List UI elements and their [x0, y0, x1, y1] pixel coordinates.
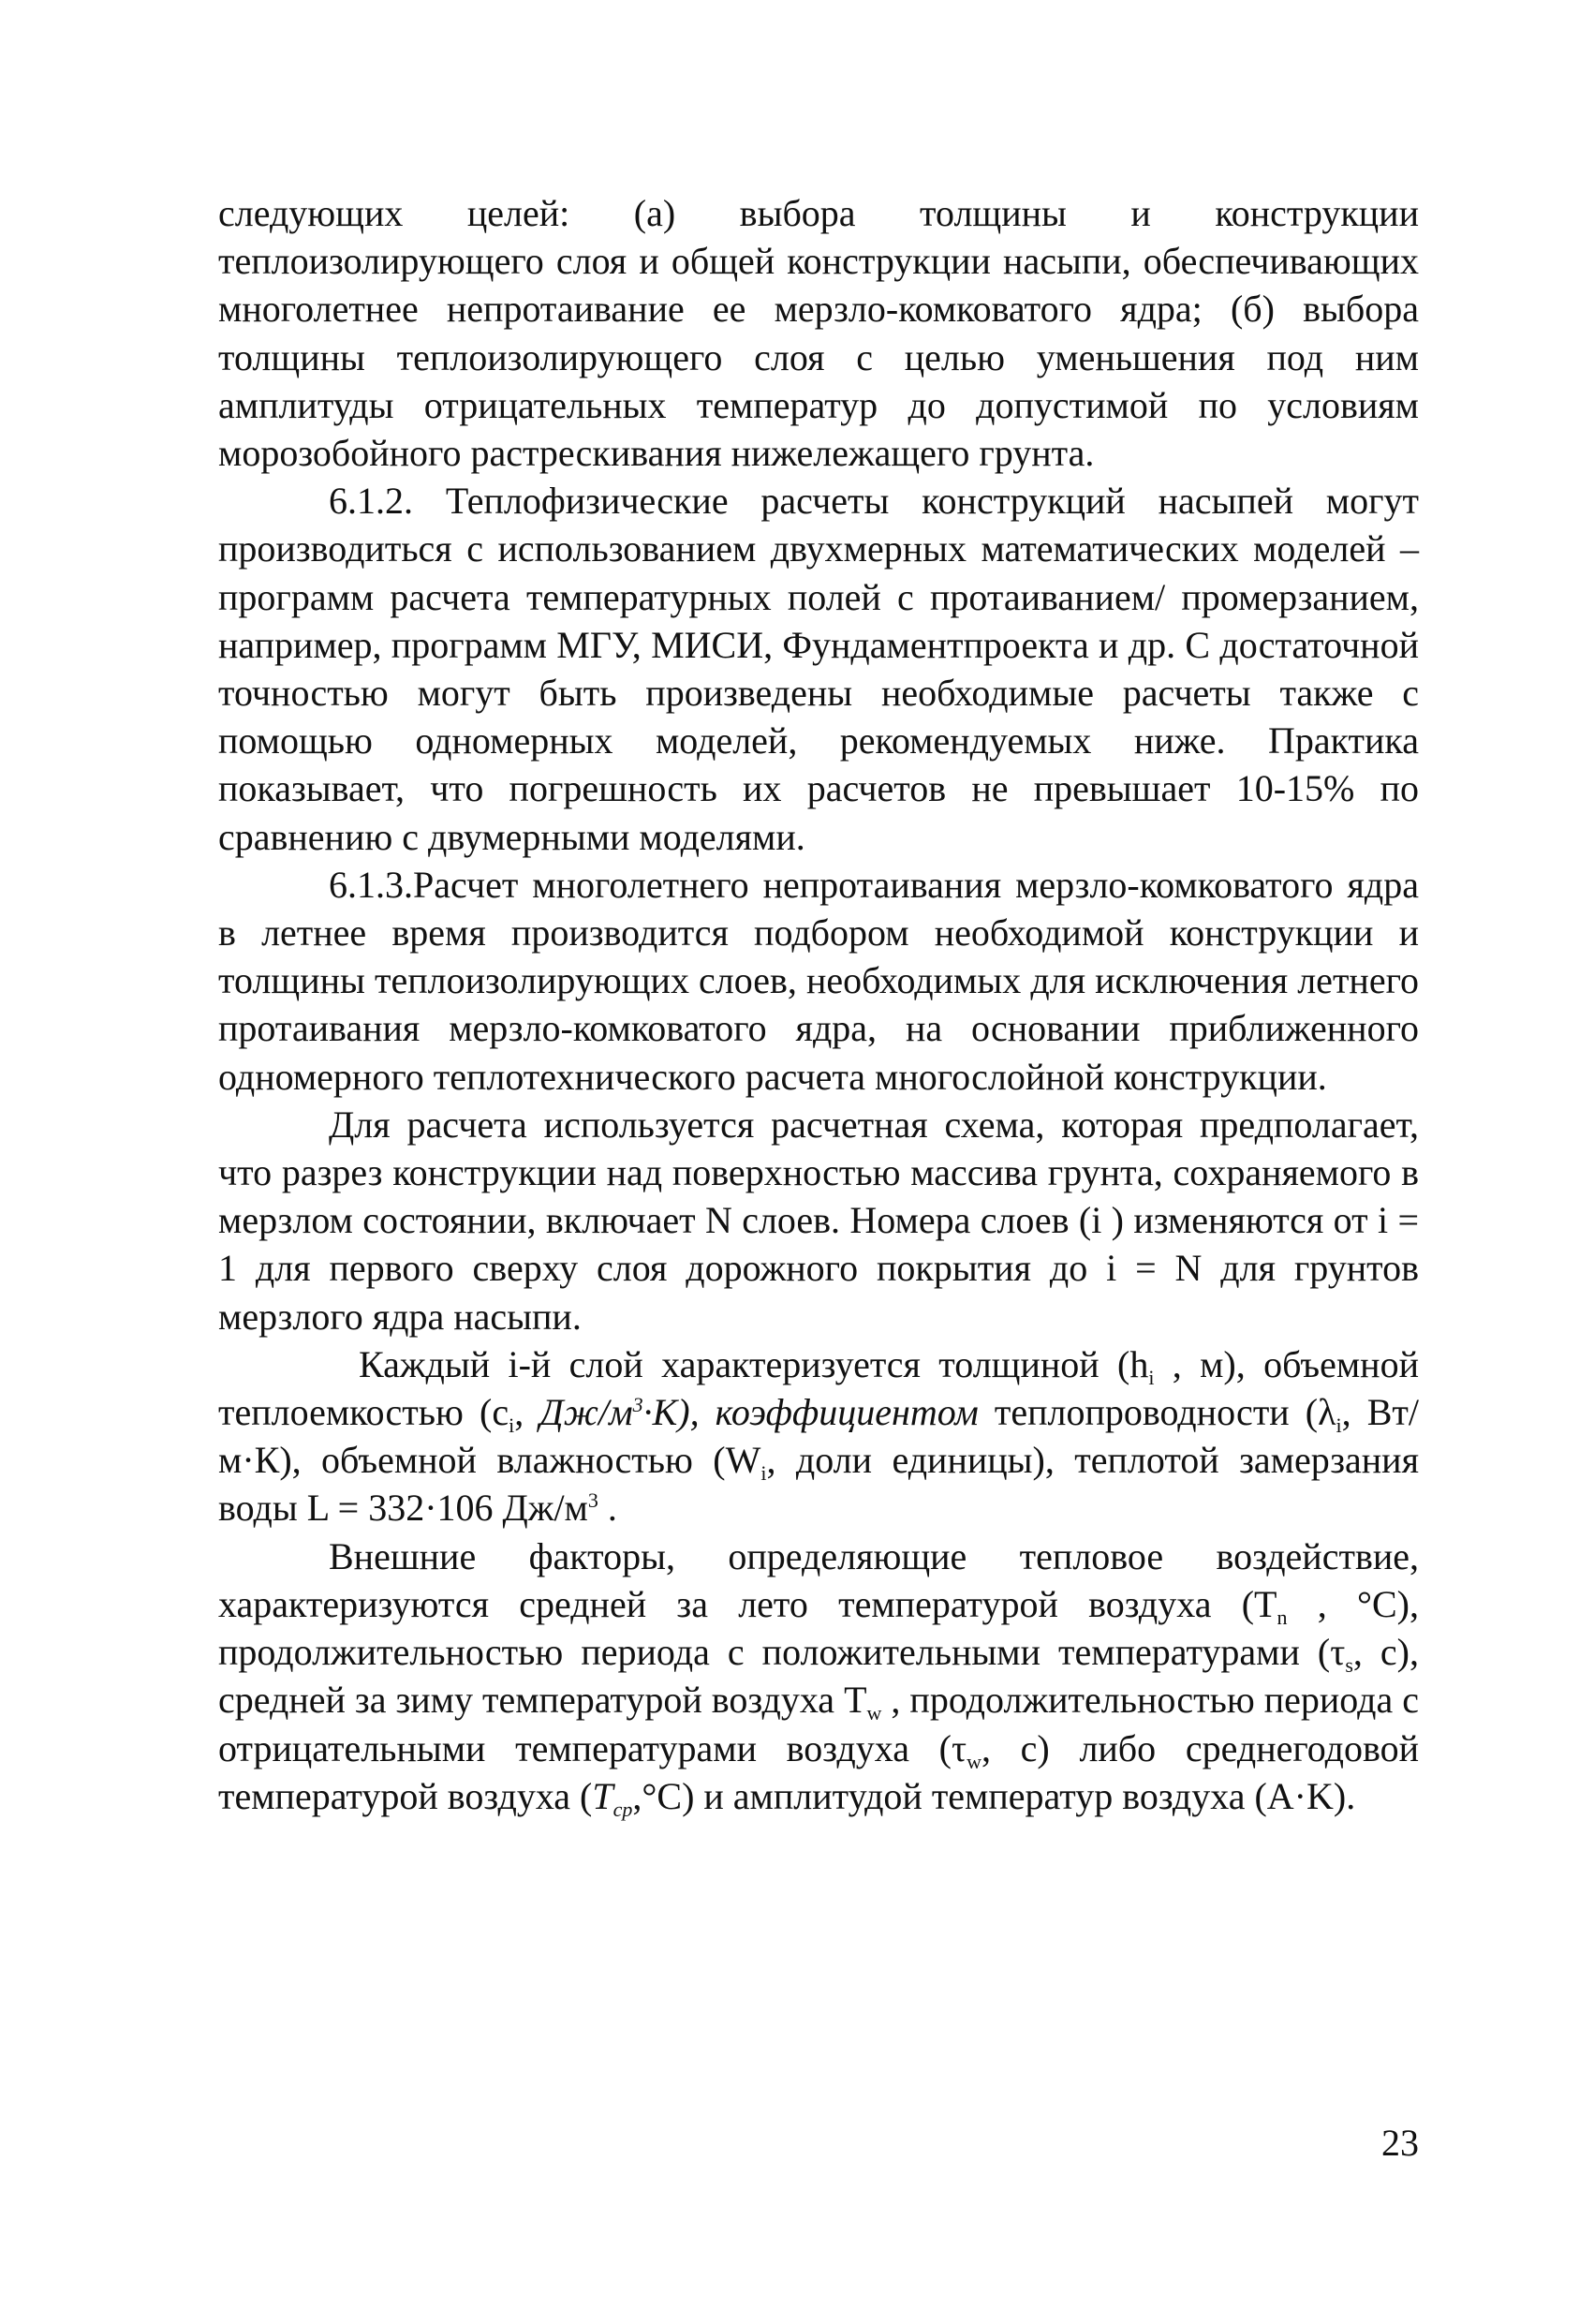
text-run: теплопроводности (λ	[978, 1391, 1336, 1434]
body-text	[218, 189, 1419, 1820]
text-run: , Вт/м·К), объемной влажностью (W	[218, 1391, 1420, 1482]
paragraph-6-1-2: 6.1.2. Теплофизические расчеты конструкций насыпей могут производиться с использованием двухмерных математических моделей – программ расчета температурных полей с протаиванием/ промерзанием, например, программ МГУ, МИСИ, Фундаментпроекта и др. С достаточной точностью могут быть произведены необходимые расчеты также с помощью одномерных моделей, рекомендуемых ниже. Практика показывает, что погрешность их расчетов не превышает 10-15% по сравнению с двумерными моделями.	[218, 480, 1419, 858]
italic-run: T	[592, 1774, 613, 1817]
text-run: , м), объемной теплоемкостью (c	[218, 1342, 1419, 1434]
subscript: n	[1277, 1605, 1288, 1629]
subscript: w	[866, 1701, 882, 1725]
subscript: i	[1148, 1365, 1155, 1389]
paragraph-calculation-scheme: Для расчета используется расчетная схема, которая предполагает, что разрез конструкции над поверхностью массива грунта, сохраняемого в мерзлом состоянии, включает N слоев. Номера слоев (i ) изменяются от i = 1 для первого сверху слоя дорожного покрытия до i = N для грунтов мерзлого ядра насыпи.	[218, 1103, 1419, 1338]
italic-run: Дж/м	[539, 1391, 633, 1434]
subscript: i	[760, 1461, 767, 1486]
paragraph-layer-properties	[218, 1340, 1419, 1532]
text-run: Каждый i-й слой характеризуется толщиной (h	[359, 1342, 1149, 1385]
paragraph-continuation: следующих целей: (а) выбора толщины и конструкции теплоизолирующего слоя и общей конструкции насыпи, обеспечивающих многолетнее непротаивание ее мерзло-комковатого ядра; (б) выбора толщины теплоизолирующего слоя с целью уменьшения под ним амплитуды отрицательных температур до допустимой по условиям морозобойного растрескивания нижележащего грунта.	[218, 192, 1419, 475]
italic-run: ·K), коэффициентом	[642, 1391, 979, 1434]
text-run: , с) либо среднегодовой температурой воздуха (	[218, 1726, 1419, 1817]
page-number: 23	[1381, 2122, 1419, 2164]
text-run: ,°C) и амплитудой температур воздуха (A·K).	[632, 1774, 1356, 1817]
superscript: 3	[632, 1393, 643, 1417]
text-run: , °C), продолжительностью периода с положительными температурами (τ	[218, 1582, 1419, 1674]
text-run: , с), средней за зиму температурой воздуха T	[218, 1631, 1420, 1722]
subscript: i	[509, 1414, 515, 1438]
paragraph-external-factors	[218, 1532, 1419, 1820]
text-run: Внешние факторы, определяющие тепловое воздействие, характеризуются средней за лето температурой воздуха (T	[218, 1534, 1419, 1625]
subscript: cp	[613, 1797, 633, 1821]
paragraph-6-1-3: 6.1.3.Расчет многолетнего непротаивания мерзло-комковатого ядра в летнее время производится подбором необходимой конструкции и толщины теплоизолирующих слоев, необходимых для исключения летнего протаивания мерзло-комковатого ядра, на основании приближенного одномерного теплотехнического расчета многослойной конструкции.	[218, 863, 1419, 1098]
subscript: s	[1345, 1653, 1353, 1678]
text-run: , продолжительностью периода с отрицательными температурами воздуха (τ	[218, 1679, 1419, 1769]
subscript: w	[967, 1749, 981, 1773]
text-run: , доли единицы), теплотой замерзания воды L = 332·106 Дж/м	[218, 1439, 1419, 1530]
subscript: i	[1336, 1414, 1342, 1438]
text-run: ,	[514, 1391, 540, 1434]
text-run: .	[598, 1487, 617, 1530]
superscript: 3	[587, 1488, 598, 1513]
